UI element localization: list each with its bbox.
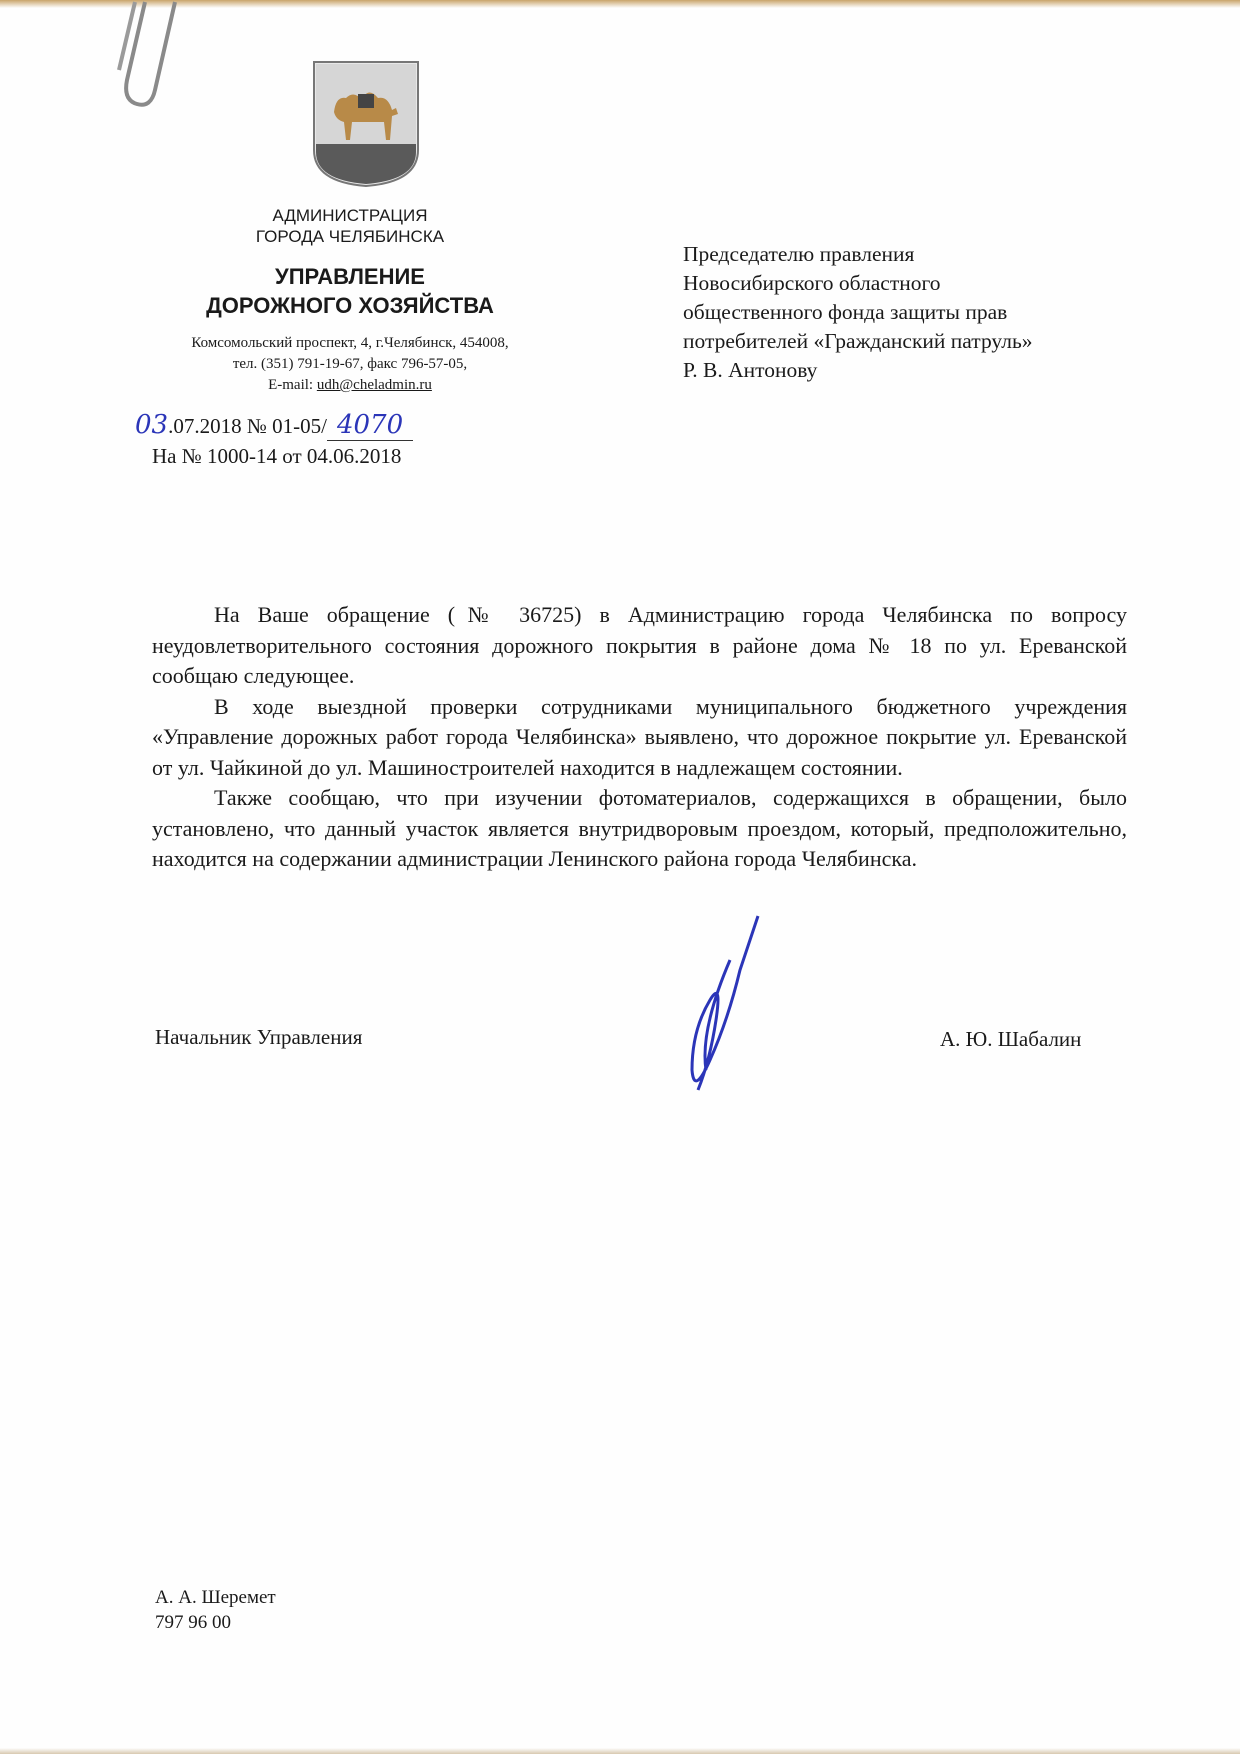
paper-clip-icon: [105, 0, 185, 120]
signatory-name: А. Ю. Шабалин: [940, 1027, 1082, 1051]
email-label: E-mail:: [268, 377, 317, 393]
recipient-line: Р. В. Антонову: [683, 358, 818, 382]
org-line-2: ГОРОДА ЧЕЛЯБИНСКА: [255, 227, 445, 246]
contact-block: [130, 333, 570, 396]
paper-bottom-edge: [0, 1748, 1240, 1754]
org-line-1: АДМИНИСТРАЦИЯ: [272, 206, 428, 225]
email-line: [130, 375, 570, 396]
executor-phone: 797 96 00: [155, 1612, 231, 1633]
org-name: [130, 205, 570, 247]
recipient-line: Новосибирского областного: [683, 271, 941, 295]
phone-fax: тел. (351) 791-19-67, факс 796-57-05,: [232, 356, 468, 372]
handwritten-day: 03: [135, 410, 169, 440]
email-link[interactable]: udh@cheladmin.ru: [316, 377, 432, 393]
handwritten-number: 4070: [327, 410, 413, 441]
signatory-title: Начальник Управления: [155, 1025, 363, 1049]
body-paragraph: В ходе выездной проверки сотрудниками муниципального бюджетного учреждения «Управление дорожных работ города Челябинска» выявлено, что дорожное покрытие ул. Ереванской от ул. Чайкиной до ул. Машиностроителей находится в надлежащем состоянии.: [152, 693, 1127, 780]
executor-block: [155, 1585, 276, 1635]
recipient-line: потребителей «Гражданский патруль»: [683, 329, 1033, 353]
dept-line-1: УПРАВЛЕНИЕ: [275, 264, 425, 289]
registration-line: [135, 410, 413, 440]
recipient-line: Председателю правления: [683, 242, 915, 266]
body-paragraph: Также сообщаю, что при изучении фотоматериалов, содержащихся в обращении, было установлено, что данный участок является внутридворовым проездом, который, предположительно, находится на содержании администрации Ленинского района города Челябинска.: [152, 785, 1127, 871]
coat-of-arms-logo: [312, 60, 420, 188]
address: Комсомольский проспект, 4, г.Челябинск, 454008,: [191, 335, 509, 351]
recipient-block: [683, 240, 1033, 385]
paper-top-edge: [0, 0, 1240, 8]
date-number: .07.2018 № 01-05/: [168, 414, 327, 438]
letter-body: [152, 600, 1127, 875]
dept-line-2: ДОРОЖНОГО ХОЗЯЙСТВА: [206, 293, 494, 318]
body-paragraph: На Ваше обращение (№ 36725) в Администрацию города Челябинска по вопросу неудовлетворительного состояния дорожного покрытия в районе дома № 18 по ул. Ереванской сообщаю следующее.: [152, 602, 1127, 688]
recipient-line: общественного фонда защиты прав: [683, 300, 1008, 324]
handwritten-signature: [670, 910, 770, 1100]
executor-name: А. А. Шеремет: [155, 1587, 276, 1608]
dept-name: [130, 262, 570, 320]
reference-line: На № 1000-14 от 04.06.2018: [152, 444, 402, 468]
